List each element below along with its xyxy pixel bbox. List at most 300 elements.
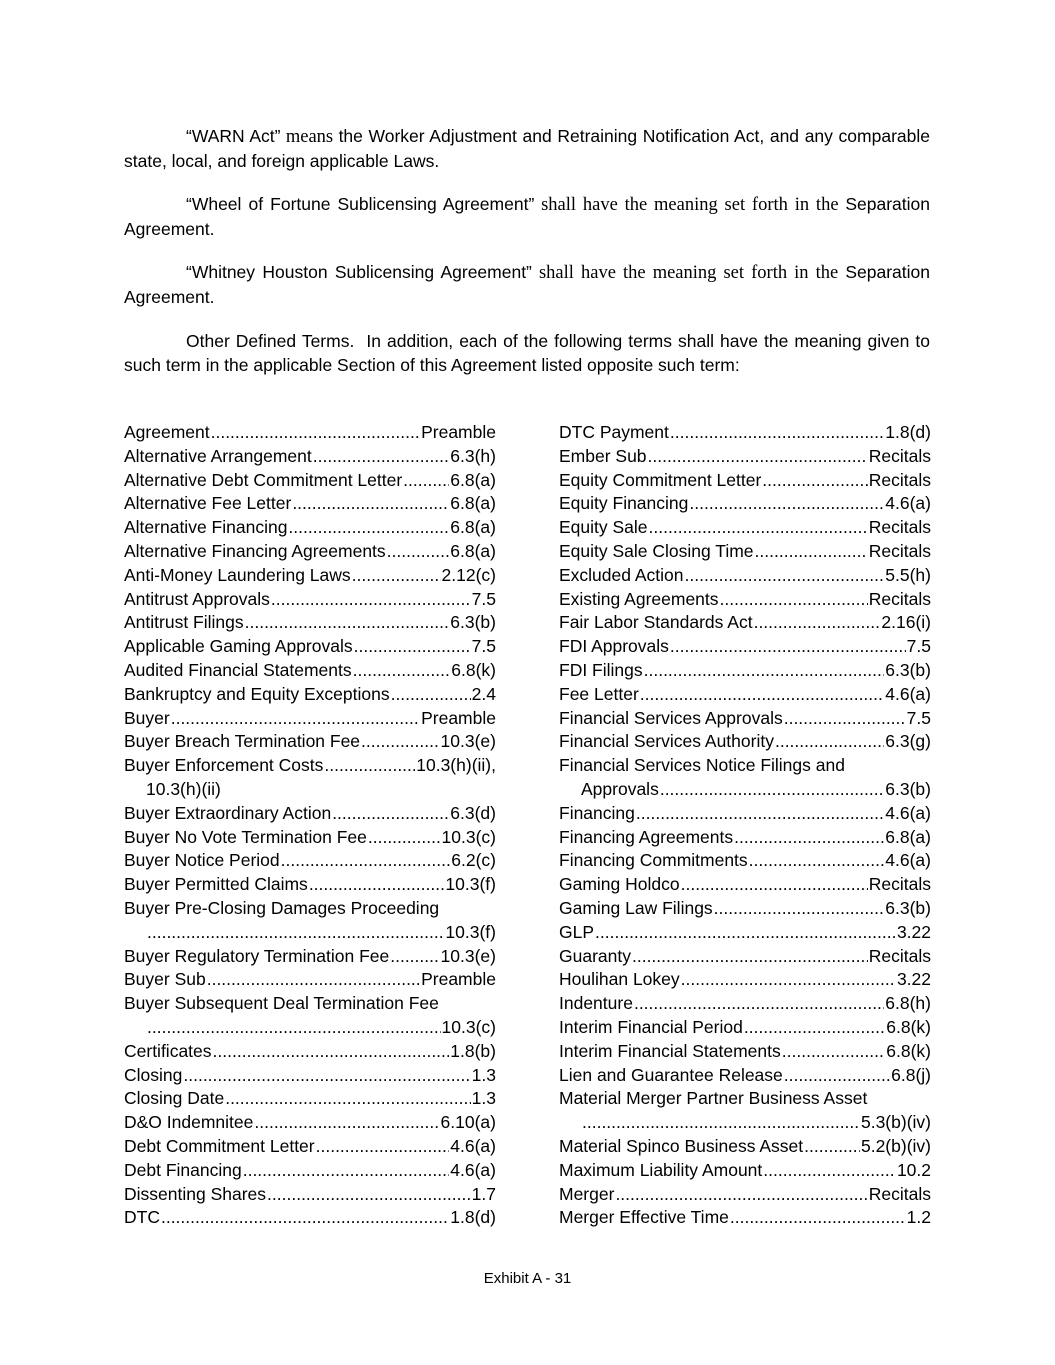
dot-leader: [595, 921, 896, 945]
index-leader-line: [124, 1206, 496, 1230]
index-term: Buyer Pre-Closing Damages Proceeding: [124, 897, 440, 918]
index-entry: [559, 707, 931, 731]
index-term: Indenture: [559, 993, 633, 1014]
index-section-ref: 7.5: [471, 588, 496, 609]
dot-leader: [804, 1135, 860, 1159]
index-section-ref: Preamble: [421, 422, 496, 442]
index-term: Existing Agreements: [559, 588, 719, 609]
index-section-ref: 10.3(f): [445, 921, 496, 942]
index-entry: [124, 730, 496, 754]
index-term: GLP: [559, 921, 595, 942]
index-leader-line: [124, 516, 496, 540]
index-term: Bankruptcy and Equity Exceptions: [124, 683, 390, 704]
index-section-ref: Preamble: [421, 707, 496, 728]
defined-term: “WARN Act”: [186, 126, 281, 146]
index-leader-line: [559, 778, 931, 802]
dot-leader: [211, 421, 420, 445]
dot-leader: [649, 516, 868, 540]
index-section-ref: 6.3(b): [885, 897, 931, 918]
dot-leader: [681, 873, 868, 897]
index-section-ref: 1.3: [471, 1088, 496, 1109]
index-entry: [124, 1159, 496, 1183]
index-entry: [124, 469, 496, 493]
index-leader-line: [559, 1040, 931, 1064]
index-leader-line: [559, 1016, 931, 1040]
index-entry: [559, 540, 931, 564]
index-entry: [559, 1206, 931, 1230]
index-entry: [124, 635, 496, 659]
index-section-ref: 7.5: [471, 636, 496, 657]
index-entry: [124, 492, 496, 516]
index-section-ref: 6.8(k): [451, 659, 496, 680]
index-leader-line: [559, 683, 931, 707]
index-term: Guaranty: [559, 945, 631, 966]
index-left-column: [124, 421, 496, 1230]
index-term: Equity Sale Closing Time: [559, 540, 754, 561]
index-section-ref: 1.3: [471, 1064, 496, 1085]
index-right-column: [559, 421, 931, 1230]
index-leader-line: [124, 1111, 496, 1135]
dot-leader: [615, 1183, 867, 1207]
index-section-ref: 5.3(b)(iv): [860, 1112, 931, 1133]
index-section-ref: 1.2: [906, 1207, 931, 1228]
index-leader-line: [559, 421, 931, 445]
dot-leader: [734, 826, 884, 850]
index-term: DTC: [124, 1207, 160, 1228]
index-entry: [559, 659, 931, 683]
index-term: Buyer Permitted Claims: [124, 874, 308, 895]
index-section-ref: Recitals: [868, 1183, 931, 1204]
index-leader-line: [559, 897, 931, 921]
index-section-ref: 6.8(k): [886, 1016, 931, 1037]
index-section-ref: 10.3(c): [441, 1016, 496, 1037]
definition-verb: shall have the meaning set forth in the: [534, 195, 846, 215]
index-section-ref: 6.3(d): [450, 802, 496, 823]
index-term: Buyer Regulatory Termination Fee: [124, 945, 390, 966]
dot-leader: [714, 897, 885, 921]
index-term: Buyer Notice Period: [124, 850, 280, 871]
index-section-ref: 4.6(a): [885, 683, 931, 704]
index-leader-line: [559, 516, 931, 540]
index-leader-line: [559, 469, 931, 493]
index-section-ref: 3.22: [896, 969, 931, 990]
index-leader-line: [559, 849, 931, 873]
index-section-ref: 6.8(a): [450, 469, 496, 490]
index-entry: [559, 897, 931, 921]
index-entry: [124, 611, 496, 635]
index-entry: [124, 540, 496, 564]
definition-text: Separation Agreement.: [124, 262, 930, 307]
index-section-ref: 6.8(k): [886, 1040, 931, 1061]
index-entry: [559, 1087, 931, 1135]
index-leader-line: [559, 730, 931, 754]
index-leader-line: [124, 469, 496, 493]
index-entry: [559, 588, 931, 612]
index-entry: [124, 445, 496, 469]
index-leader-line: [124, 1064, 496, 1088]
index-leader-line: [559, 1206, 931, 1230]
index-leader-line: [124, 564, 496, 588]
dot-leader: [582, 1111, 860, 1135]
dot-leader: [288, 516, 449, 540]
index-term-continued: Approvals: [581, 778, 659, 799]
index-section-ref: Recitals: [868, 945, 931, 966]
index-leader-line: [124, 683, 496, 707]
dot-leader: [281, 849, 451, 873]
index-entry: [559, 445, 931, 469]
index-section-ref: 2.16(i): [881, 612, 931, 633]
index-term: Alternative Financing Agreements: [124, 540, 386, 561]
index-leader-line: [124, 921, 496, 945]
index-term: Merger Effective Time: [559, 1207, 729, 1228]
index-leader-line: [124, 1040, 496, 1064]
definition-text: In addition, each of the following terms shall have the meaning given to such term in the applicable Section of this Agreement listed opposite such term:: [124, 331, 935, 375]
definition-warn-act: [124, 124, 930, 173]
definition-wheel-of-fortune: [124, 192, 930, 241]
dot-leader: [361, 730, 440, 754]
defined-term: “Whitney Houston Sublicensing Agreement”: [186, 262, 532, 282]
index-leader-line: [559, 564, 931, 588]
definition-verb: shall have the meaning set forth in the: [531, 263, 846, 283]
index-term: Gaming Law Filings: [559, 897, 713, 918]
index-entry: [559, 564, 931, 588]
index-leader-line: [124, 445, 496, 469]
index-entry: [124, 873, 496, 897]
dot-leader: [267, 1183, 471, 1207]
dot-leader: [730, 1206, 906, 1230]
index-term: Buyer No Vote Termination Fee: [124, 826, 367, 847]
index-section-ref: 10.2: [896, 1159, 931, 1180]
index-leader-line: [124, 968, 496, 992]
index-term: Buyer Breach Termination Fee: [124, 731, 361, 752]
index-leader-line: [559, 1111, 931, 1135]
index-section-ref: 6.3(h): [450, 445, 496, 466]
index-section-ref: 1.8(d): [450, 1207, 496, 1228]
index-entry: [559, 635, 931, 659]
index-section-ref: 6.2(c): [451, 850, 496, 871]
index-section-ref: 6.10(a): [440, 1112, 496, 1133]
index-section-ref: 6.8(a): [885, 826, 931, 847]
dot-leader: [685, 564, 885, 588]
index-term: Closing: [124, 1064, 183, 1085]
dot-leader: [352, 564, 441, 588]
index-entry: [124, 707, 496, 731]
index-term: Buyer Extraordinary Action: [124, 802, 332, 823]
index-entry: [124, 588, 496, 612]
index-leader-line: [124, 802, 496, 826]
index-leader-line: [559, 707, 931, 731]
index-entry: [559, 683, 931, 707]
index-term: Alternative Fee Letter: [124, 493, 292, 514]
index-term: Alternative Financing: [124, 517, 288, 538]
dot-leader: [354, 635, 471, 659]
index-section-ref: Recitals: [868, 445, 931, 466]
index-leader-line: [124, 635, 496, 659]
index-entry: [124, 754, 496, 802]
index-term: Financing Agreements: [559, 826, 734, 847]
index-entry: [559, 945, 931, 969]
dot-leader: [207, 968, 420, 992]
index-leader-line: [559, 445, 931, 469]
dot-leader: [292, 492, 449, 516]
index-leader-line: [559, 540, 931, 564]
index-leader-line: [124, 826, 496, 850]
index-entry: [559, 1064, 931, 1088]
section-heading: Other Defined Terms.: [186, 331, 355, 351]
index-section-ref: 1.8(b): [450, 1040, 496, 1061]
index-section-ref: 3.22: [896, 921, 931, 942]
index-term: Financial Services Notice Filings and: [559, 755, 845, 776]
index-leader-line: [124, 1159, 496, 1183]
index-term: Alternative Debt Commitment Letter: [124, 469, 403, 490]
index-section-ref: Recitals: [868, 874, 931, 895]
index-term: FDI Approvals: [559, 636, 669, 657]
index-leader-line: [559, 588, 931, 612]
index-term: Anti-Money Laundering Laws: [124, 564, 351, 585]
index-entry: [559, 516, 931, 540]
index-leader-line: [124, 421, 496, 445]
index-term: Debt Commitment Letter: [124, 1135, 315, 1156]
index-section-ref: 6.8(a): [450, 517, 496, 538]
index-leader-line: [124, 1135, 496, 1159]
index-entry: [124, 683, 496, 707]
other-defined-terms: [124, 329, 935, 377]
dot-leader: [332, 802, 449, 826]
index-term: D&O Indemnitee: [124, 1112, 254, 1133]
index-leader-line: [124, 588, 496, 612]
dot-leader: [636, 802, 884, 826]
dot-leader: [271, 588, 471, 612]
index-entry: [124, 659, 496, 683]
index-section-ref: 7.5: [906, 636, 931, 657]
index-section-ref: Preamble: [421, 969, 496, 990]
index-entry: [559, 421, 931, 445]
index-section-ref: Recitals: [868, 469, 931, 490]
index-section-ref: 6.3(b): [885, 659, 931, 680]
index-term: Buyer Subsequent Deal Termination Fee: [124, 993, 439, 1014]
index-leader-line: [559, 992, 931, 1016]
index-section-ref: Recitals: [868, 540, 931, 561]
index-section-ref: 2.12(c): [441, 564, 496, 585]
index-entry: [124, 849, 496, 873]
index-section-ref: 6.8(h): [885, 993, 931, 1014]
index-term: Gaming Holdco: [559, 874, 680, 895]
index-leader-line: [559, 1183, 931, 1207]
index-leader-line: [124, 873, 496, 897]
dot-leader: [316, 1135, 450, 1159]
page-footer: Exhibit A - 31: [483, 1270, 572, 1287]
index-term: Agreement: [124, 422, 210, 442]
index-entry: [124, 802, 496, 826]
index-term: Material Spinco Business Asset: [559, 1135, 804, 1156]
dot-leader: [387, 540, 450, 564]
dot-leader: [171, 707, 420, 731]
index-leader-line: [559, 611, 931, 635]
index-section-ref: 6.8(a): [450, 540, 496, 561]
index-leader-line: [124, 492, 496, 516]
dot-leader: [775, 730, 884, 754]
dot-leader: [644, 659, 885, 683]
dot-leader: [749, 849, 885, 873]
index-section-ref: 6.8(j): [891, 1064, 931, 1085]
index-entry: [124, 1206, 496, 1230]
index-section-ref: Recitals: [868, 588, 931, 609]
index-leader-line: [559, 945, 931, 969]
index-term: DTC Payment: [559, 422, 669, 442]
index-section-ref: 4.6(a): [885, 493, 931, 514]
index-entry: [559, 1159, 931, 1183]
index-leader-line: [124, 730, 496, 754]
index-leader-line: [559, 659, 931, 683]
index-entry: [559, 968, 931, 992]
dot-leader: [689, 492, 884, 516]
index-entry: [124, 826, 496, 850]
dot-leader: [161, 1206, 449, 1230]
index-term: Equity Financing: [559, 493, 689, 514]
index-entry: [559, 1183, 931, 1207]
index-leader-line: [124, 849, 496, 873]
dot-leader: [391, 683, 471, 707]
dot-leader: [213, 1040, 450, 1064]
index-section-ref: 4.6(a): [885, 802, 931, 823]
index-entry: [559, 730, 931, 754]
dot-leader: [720, 588, 868, 612]
dot-leader: [390, 945, 439, 969]
index-leader-line: [559, 635, 931, 659]
index-term: Financing Commitments: [559, 850, 748, 871]
index-entry: [559, 992, 931, 1016]
index-entry: [559, 802, 931, 826]
dot-leader: [670, 421, 884, 445]
index-section-ref: 10.3(e): [440, 945, 496, 966]
dot-leader: [353, 659, 451, 683]
index-term: Buyer Sub: [124, 969, 206, 990]
index-term: Dissenting Shares: [124, 1183, 267, 1204]
index-section-ref: 10.3(h)(ii),: [416, 755, 496, 776]
dot-leader: [324, 754, 415, 778]
index-section-ref: 6.3(b): [885, 778, 931, 799]
definition-text: the Worker Adjustment and Retraining Notification Act, and any comparable state, local, and foreign applicable Laws.: [124, 126, 931, 171]
index-term: Maximum Liability Amount: [559, 1159, 763, 1180]
dot-leader: [403, 469, 449, 493]
index-ref-continued: 10.3(h)(ii): [146, 778, 221, 799]
index-leader-line: [559, 802, 931, 826]
dot-leader: [784, 1064, 890, 1088]
definition-text: Separation Agreement.: [124, 194, 931, 239]
index-section-ref: 10.3(e): [440, 731, 496, 752]
index-term: Ember Sub: [559, 445, 647, 466]
index-section-ref: Recitals: [868, 517, 931, 538]
index-section-ref: 6.8(a): [450, 493, 496, 514]
dot-leader: [368, 826, 441, 850]
index-entry: [124, 516, 496, 540]
index-term: FDI Filings: [559, 659, 643, 680]
index-entry: [124, 1183, 496, 1207]
dot-leader: [245, 611, 450, 635]
dot-leader: [640, 683, 885, 707]
dot-leader: [762, 469, 867, 493]
dot-leader: [648, 445, 868, 469]
index-section-ref: 6.3(b): [450, 612, 496, 633]
definition-whitney-houston: [124, 260, 930, 309]
index-entry: [559, 1135, 931, 1159]
index-entry: [559, 1016, 931, 1040]
index-term: Equity Commitment Letter: [559, 469, 762, 490]
index-entry: [559, 469, 931, 493]
dot-leader: [784, 707, 906, 731]
dot-leader: [183, 1064, 470, 1088]
index-term: Material Merger Partner Business Asset: [559, 1088, 868, 1109]
dot-leader: [763, 1159, 896, 1183]
index-entry: [124, 945, 496, 969]
index-section-ref: 4.6(a): [450, 1135, 496, 1156]
index-entry: [124, 1087, 496, 1111]
index-entry: [124, 1135, 496, 1159]
dot-leader: [632, 945, 868, 969]
index-entry: [124, 1040, 496, 1064]
dot-leader: [309, 873, 445, 897]
index-leader-line: [124, 945, 496, 969]
index-leader-line: [124, 707, 496, 731]
index-leader-line: [559, 968, 931, 992]
index-leader-line: [559, 873, 931, 897]
index-entry: [559, 754, 931, 802]
index-leader-line: [124, 540, 496, 564]
index-term: Applicable Gaming Approvals: [124, 636, 353, 657]
index-leader-line: [559, 1159, 931, 1183]
index-term: Buyer: [124, 707, 170, 728]
dot-leader: [782, 1040, 886, 1064]
dot-leader: [755, 540, 868, 564]
index-leader-line: [124, 1183, 496, 1207]
dot-leader: [147, 921, 444, 945]
index-leader-line: [559, 1135, 931, 1159]
index-section-ref: 10.3(f): [445, 874, 496, 895]
dot-leader: [147, 1016, 441, 1040]
index-term: Lien and Guarantee Release: [559, 1064, 783, 1085]
dot-leader: [225, 1087, 470, 1111]
index-entry: [559, 611, 931, 635]
index-entry: [124, 897, 496, 945]
index-section-ref: 4.6(a): [450, 1159, 496, 1180]
dot-leader: [660, 778, 884, 802]
index-term: Excluded Action: [559, 564, 684, 585]
index-term: Alternative Arrangement: [124, 445, 312, 466]
defined-term: “Wheel of Fortune Sublicensing Agreement”: [186, 194, 535, 214]
dot-leader: [313, 445, 450, 469]
dot-leader: [254, 1111, 439, 1135]
index-entry: [124, 564, 496, 588]
index-term: Financing: [559, 802, 635, 823]
dot-leader: [744, 1016, 885, 1040]
index-entry: [124, 1064, 496, 1088]
index-section-ref: 6.3(g): [885, 731, 931, 752]
index-term: Equity Sale: [559, 517, 648, 538]
index-section-ref: 1.8(d): [885, 422, 931, 442]
index-leader-line: [559, 826, 931, 850]
index-entry: [559, 826, 931, 850]
index-term: Houlihan Lokey: [559, 969, 680, 990]
index-entry: [559, 1040, 931, 1064]
index-term: Interim Financial Period: [559, 1016, 743, 1037]
index-term: Antitrust Approvals: [124, 588, 270, 609]
dot-leader: [681, 968, 896, 992]
index-term: Certificates: [124, 1040, 212, 1061]
index-leader-line: [124, 1016, 496, 1040]
index-leader-line: [124, 659, 496, 683]
index-entry: [124, 421, 496, 445]
index-entry: [124, 968, 496, 992]
